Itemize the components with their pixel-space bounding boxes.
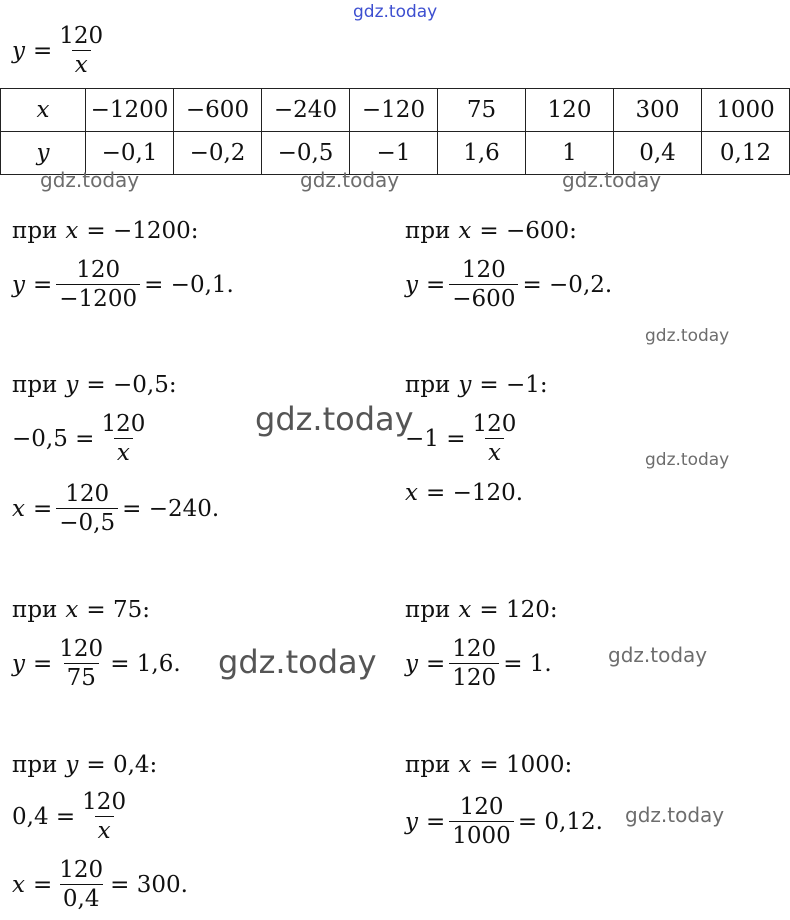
solution-7-calc <box>12 858 188 911</box>
watermark-large: gdz.today <box>218 643 377 681</box>
solution-5-calc <box>12 637 181 690</box>
pri-word: при <box>12 597 58 623</box>
denominator: −1200 <box>56 284 140 311</box>
pri-word: при <box>12 752 58 778</box>
calc-eq: = <box>32 495 53 522</box>
fraction <box>98 412 148 465</box>
formula-numerator: 120 <box>59 23 104 49</box>
solution-2-calc <box>405 258 612 311</box>
condition-value: = −1200: <box>86 218 199 244</box>
calc-eq: = <box>426 271 446 298</box>
denominator: −0,5 <box>56 508 118 535</box>
denominator: x <box>114 438 133 465</box>
pri-word: при <box>405 597 451 623</box>
calc-result: = −0,1. <box>144 271 234 298</box>
watermark: gdz.today <box>645 450 730 470</box>
calc-result: = −240. <box>122 495 220 522</box>
condition-value: = −600: <box>479 218 577 244</box>
formula-var: y <box>12 37 25 64</box>
condition-var: x <box>458 597 472 623</box>
calc-var: x <box>12 495 25 522</box>
table-cell: −0,5 <box>262 132 350 175</box>
condition-var: x <box>65 218 79 244</box>
calc-result: = 0,12. <box>517 808 603 835</box>
watermark-top: gdz.today <box>353 2 438 22</box>
formula-denominator: x <box>72 50 91 77</box>
pri-word: при <box>405 752 451 778</box>
condition-var: y <box>65 372 79 398</box>
fraction <box>56 258 140 311</box>
watermark-large: gdz.today <box>255 400 414 438</box>
calc-var: y <box>12 271 25 298</box>
main-formula <box>12 24 110 77</box>
calc-eq: = <box>426 808 446 835</box>
table-cell: −600 <box>174 89 262 132</box>
numerator: 120 <box>76 257 121 283</box>
numerator: 120 <box>459 794 504 820</box>
calc-var: y <box>405 808 418 835</box>
fraction <box>449 795 514 848</box>
solution-1-calc <box>12 258 234 311</box>
numerator: 120 <box>461 257 506 283</box>
table-cell: 300 <box>614 89 702 132</box>
calc-eq: = <box>426 650 446 677</box>
table-row-x <box>1 89 790 132</box>
condition-value: = 1000: <box>479 752 573 778</box>
pri-word: при <box>12 218 58 244</box>
condition-var: y <box>65 752 79 778</box>
fraction <box>470 412 520 465</box>
table-cell: −1200 <box>86 89 174 132</box>
fraction <box>449 258 518 311</box>
solution-8-condition <box>405 752 572 778</box>
calc-eq: = <box>33 271 53 298</box>
table-cell: 120 <box>526 89 614 132</box>
solution-7-equation <box>12 790 133 843</box>
solution-8-calc <box>405 795 603 848</box>
equation-lhs: −0,5 = <box>12 425 95 452</box>
equation-lhs: 0,4 = <box>12 803 76 830</box>
watermark: gdz.today <box>608 643 708 667</box>
fraction <box>56 858 106 911</box>
calc-result: = 1,6. <box>110 650 181 677</box>
numerator: 120 <box>452 636 497 662</box>
condition-var: y <box>458 372 472 398</box>
denominator: 0,4 <box>60 884 103 911</box>
fraction <box>56 637 106 690</box>
table-cell: −0,1 <box>86 132 174 175</box>
solution-6-condition <box>405 597 558 623</box>
pri-word: при <box>405 218 451 244</box>
table-cell: 1 <box>526 132 614 175</box>
watermark: gdz.today <box>300 168 400 192</box>
table-cell: 1000 <box>702 89 790 132</box>
calc-eq: = <box>32 871 53 898</box>
denominator: x <box>485 438 504 465</box>
numerator: 120 <box>82 789 127 815</box>
table-cell: 1,6 <box>438 132 526 175</box>
watermark: gdz.today <box>645 326 730 346</box>
denominator: x <box>95 816 114 843</box>
condition-value: = −1: <box>479 372 548 398</box>
solution-2-condition <box>405 218 577 244</box>
numerator: 120 <box>101 411 146 437</box>
solution-3-equation <box>12 412 152 465</box>
solution-7-condition <box>12 752 157 778</box>
fraction <box>79 790 129 843</box>
fraction <box>56 482 118 535</box>
calc-var: x <box>12 871 25 898</box>
condition-var: x <box>458 752 472 778</box>
fraction <box>449 637 499 690</box>
table-header-y: y <box>1 132 86 175</box>
table-cell: −120 <box>350 89 438 132</box>
table-cell: −1 <box>350 132 438 175</box>
condition-value: = 120: <box>479 597 558 623</box>
formula-eq: = <box>33 37 53 64</box>
denominator: 1000 <box>449 821 514 848</box>
numerator: 120 <box>65 481 110 507</box>
solution-1-condition <box>12 218 199 244</box>
solution-4-result <box>405 480 523 506</box>
solution-5-condition <box>12 597 150 623</box>
calc-eq: = <box>33 650 53 677</box>
solution-6-calc <box>405 637 552 690</box>
condition-var: x <box>65 597 79 623</box>
denominator: −600 <box>449 284 518 311</box>
table-cell: 0,12 <box>702 132 790 175</box>
table-header-x: x <box>1 89 86 132</box>
table-cell: 0,4 <box>614 132 702 175</box>
table-cell: −0,2 <box>174 132 262 175</box>
solution-3-condition <box>12 372 177 398</box>
numerator: 120 <box>59 636 104 662</box>
pri-word: при <box>12 372 58 398</box>
numerator: 120 <box>472 411 517 437</box>
calc-var: x <box>405 480 418 506</box>
table-cell: −240 <box>262 89 350 132</box>
equation-lhs: −1 = <box>405 425 466 452</box>
condition-value: = 0,4: <box>86 752 158 778</box>
calc-result: = −0,2. <box>522 271 613 298</box>
condition-value: = −0,5: <box>86 372 177 398</box>
watermark: gdz.today <box>562 168 662 192</box>
solution-4-condition <box>405 372 548 398</box>
table-cell: 75 <box>438 89 526 132</box>
denominator: 75 <box>64 663 99 690</box>
solution-4-equation <box>405 412 523 465</box>
calc-var: y <box>405 271 418 298</box>
pri-word: при <box>405 372 451 398</box>
numerator: 120 <box>59 857 104 883</box>
denominator: 120 <box>449 663 499 690</box>
calc-result: = −120. <box>425 480 524 506</box>
condition-value: = 75: <box>86 597 150 623</box>
condition-var: x <box>458 218 472 244</box>
calc-result: = 300. <box>110 871 188 898</box>
calc-var: y <box>12 650 25 677</box>
calc-var: y <box>405 650 418 677</box>
solution-3-calc <box>12 482 219 535</box>
watermark: gdz.today <box>625 803 725 827</box>
watermark: gdz.today <box>40 168 140 192</box>
values-table <box>0 88 790 175</box>
formula-fraction <box>56 24 106 77</box>
calc-result: = 1. <box>503 650 552 677</box>
